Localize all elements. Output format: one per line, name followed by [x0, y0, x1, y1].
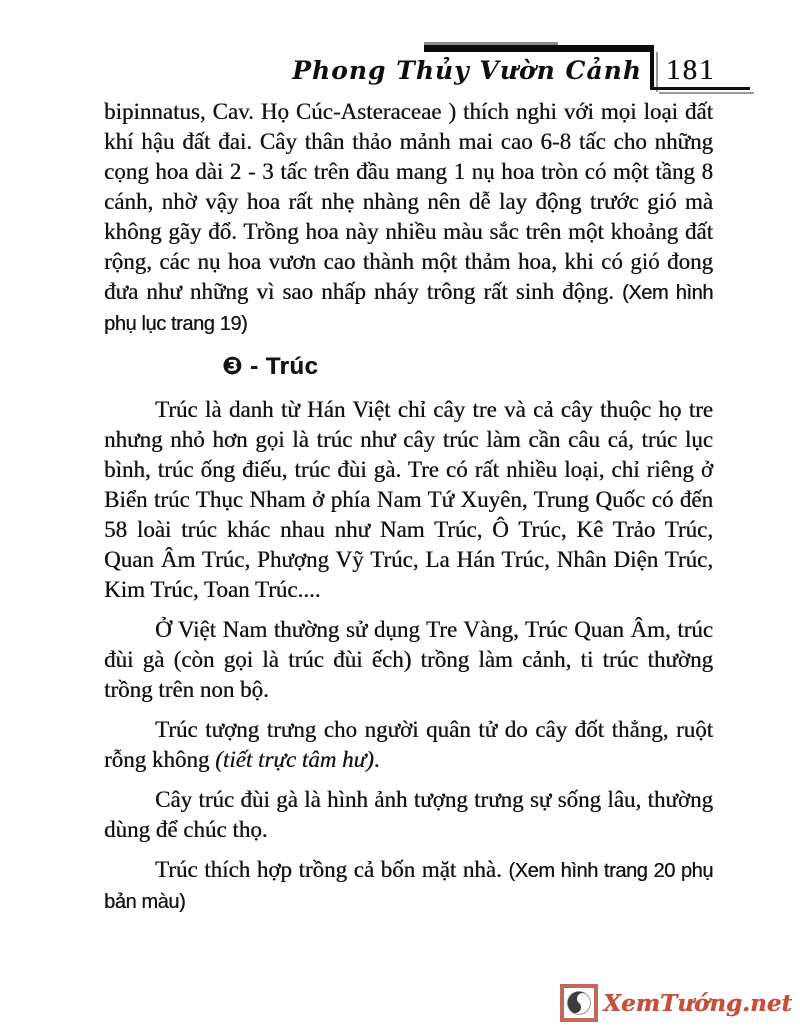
- paragraph-cosmos-continuation: [104, 97, 713, 339]
- paragraph-vietnam-usage: [104, 615, 713, 705]
- yin-yang-icon-svg: [566, 990, 592, 1016]
- page-number: 181: [666, 54, 716, 86]
- paragraph-text: Trúc tượng trưng cho người quân tử do cây đốt thẳng, ruột rỗng không: [104, 717, 713, 772]
- paragraph-truc-definition: [104, 395, 713, 605]
- paragraph-planting: [104, 855, 713, 917]
- yin-yang-icon: [560, 984, 598, 1022]
- paragraph-longevity: [104, 785, 713, 845]
- section-heading-truc: ❸ - Trúc: [222, 353, 319, 380]
- italic-phrase: (tiết trực tâm hư): [215, 747, 374, 772]
- body-text: [104, 97, 713, 927]
- figure-reference: (Xem hình phụ lục trang 19): [104, 282, 713, 335]
- watermark-logo: [560, 984, 792, 1022]
- header-step-line: [650, 45, 654, 90]
- paragraph-text: Trúc là danh từ Hán Việt chỉ cây tre và cả cây thuộc họ tre nhưng nhỏ hơn gọi là trúc như cây trúc làm cần câu cá, trúc lục bình, trúc ống điếu, trúc đùi gà. Tre có rất nhiều loại, chỉ riêng ở Biển trúc Thục Nham ở phía Nam Tứ Xuyên, Trung Quốc có đến 58 loài trúc khác nhau như Nam Trúc, Ô Trúc, Kê Trảo Trúc, Quan Âm Trúc, Phượng Vỹ Trúc, La Hán Trúc, Nhân Diện Trúc, Kim Trúc, Toan Trúc....: [104, 397, 713, 602]
- watermark-text: XemTướng.net: [603, 989, 792, 1017]
- page-number-underline: [654, 87, 750, 90]
- paragraph-text: .: [373, 747, 380, 772]
- header-rule: [424, 45, 652, 52]
- running-head-title: Phong Thủy Vườn Cảnh: [292, 56, 642, 85]
- page-number-underline-shadow: [659, 92, 754, 94]
- paragraph-text: Ở Việt Nam thường sử dụng Tre Vàng, Trúc Quan Âm, trúc đùi gà (còn gọi là trúc đùi ếch) trồng làm cảnh, ti trúc thường trồng trên non bộ.: [104, 617, 713, 702]
- paragraph-text: Trúc thích hợp trồng cả bốn mặt nhà.: [155, 857, 509, 882]
- paragraph-symbolism: [104, 715, 713, 775]
- figure-reference: (Xem hình trang 20 phụ bản màu): [104, 860, 713, 913]
- header-step-shadow: [656, 52, 658, 92]
- paragraph-text: Cây trúc đùi gà là hình ảnh tượng trưng sự sống lâu, thường dùng để chúc thọ.: [104, 787, 713, 842]
- paragraph-text: bipinnatus, Cav. Họ Cúc-Asteraceae ) thích nghi với mọi loại đất khí hậu đất đai. Cây thân thảo mảnh mai cao 6-8 tấc cho những cọng hoa dài 2 - 3 tấc trên đầu mang 1 nụ hoa tròn có một tầng 8 cánh, nhờ vậy hoa rất nhẹ nhàng nên dễ lay động trước gió mà không gãy đổ. Trồng hoa này nhiều màu sắc trên một khoảng đất rộng, các nụ hoa vươn cao thành một thảm hoa, khi có gió đong đưa như những vì sao nhấp nháy trông rất sinh động.: [104, 99, 713, 304]
